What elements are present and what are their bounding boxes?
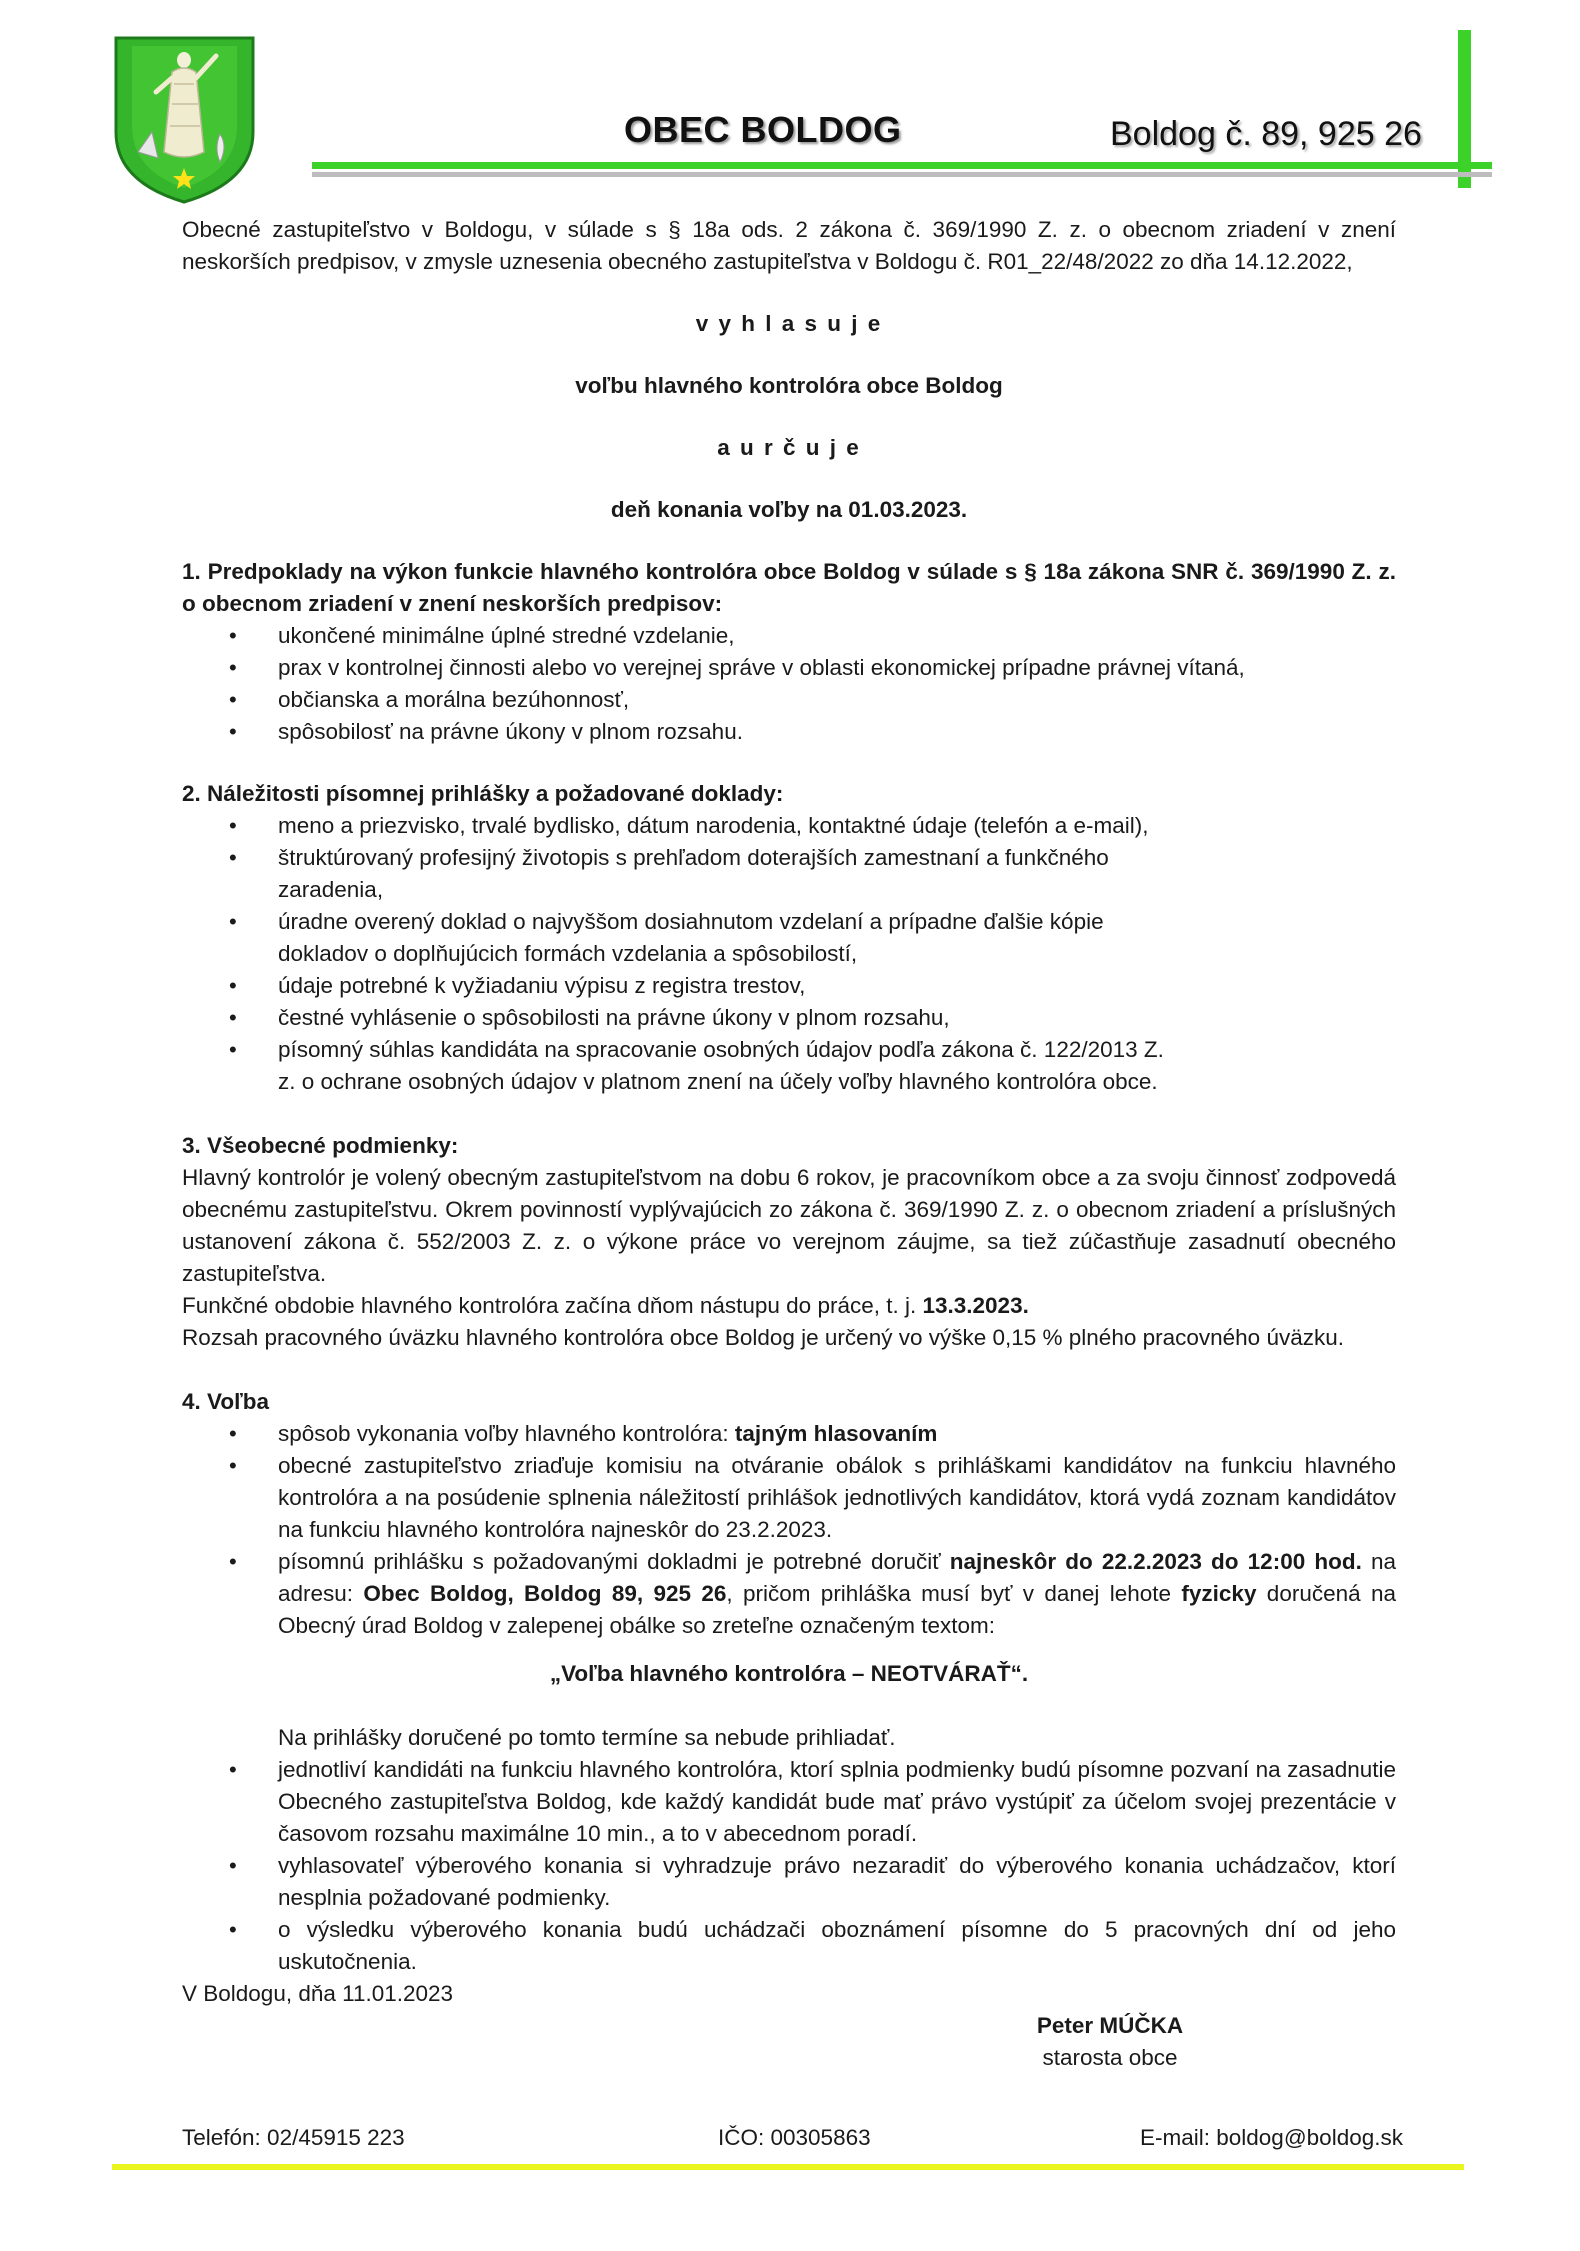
late-note: Na prihlášky doručené po tomto termíne sa nebude prihliadať. <box>278 1725 896 1750</box>
list-item: • písomný súhlas kandidáta na spracovanie osobných údajov podľa zákona č. 122/2013 Z. z. o ochrane osobných údajov v platnom znení na účely voľby hlavného kontrolóra obce. <box>182 1034 1182 1098</box>
term-start: Funkčné obdobie hlavného kontrolóra začína dňom nástupu do práce, t. j. 13.3.2023. <box>182 1293 1029 1318</box>
list-item: • úradne overený doklad o najvyššom dosiahnutom vzdelaní a prípadne ďalšie kópie dokladov o doplňujúcich formách vzdelania a spôsobilostí, <box>182 906 1182 970</box>
list-item: • občianska a morálna bezúhonnosť, <box>182 684 1396 716</box>
list-item: • ukončené minimálne úplné stredné vzdelanie, <box>182 620 1396 652</box>
place-date: V Boldogu, dňa 11.01.2023 <box>182 1981 454 2006</box>
coat-of-arms-logo <box>112 34 257 206</box>
header-green-rule <box>312 162 1492 169</box>
list-item: • údaje potrebné k vyžiadaniu výpisu z registra trestov, <box>182 970 1182 1002</box>
section-2-list <box>182 810 1182 1098</box>
election-title: voľbu hlavného kontrolóra obce Boldog <box>575 373 1003 398</box>
signatory-name: Peter MÚČKA <box>1036 2013 1184 2038</box>
section-3-paragraph: Hlavný kontrolór je volený obecným zastupiteľstvom na dobu 6 rokov, je pracovníkom obce a za svoju činnosť zodpovedá obecnému zastupiteľstvu. Okrem povinností vyplývajúcich zo zákona č. 369/1990 Z. z. o obecnom zriadení a príslušných ustanovení zákona č. 552/2003 Z. z. o výkone práce vo verejnom záujme, sa tiež zúčastňuje zasadnutí obecného zastupiteľstva. <box>182 1165 1396 1286</box>
section-4-heading: 4. Voľba <box>182 1389 270 1414</box>
section-4-list-b <box>182 1754 1396 1978</box>
section-2-heading: 2. Náležitosti písomnej prihlášky a požadované doklady: <box>182 781 784 806</box>
municipality-name: OBEC BOLDOG <box>624 109 902 150</box>
signatory-role: starosta obce <box>1042 2045 1178 2070</box>
announce-heading: v y h l a s u j e <box>695 311 883 336</box>
footer-phone: Telefón: 02/45915 223 <box>182 2125 405 2150</box>
list-item: • o výsledku výberového konania budú uchádzači oboznámení písomne do 5 pracovných dní od jeho uskutočnenia. <box>182 1914 1396 1978</box>
intro-paragraph: Obecné zastupiteľstvo v Boldogu, v súlade s § 18a ods. 2 zákona č. 369/1990 Z. z. o obecnom zriadení v znení neskorších predpisov, v zmysle uznesenia obecného zastupiteľstva v Boldogu č. R01_22/48/2022 zo dňa 14.12.2022, <box>182 217 1396 274</box>
determines-heading: a u r č u j e <box>717 435 861 460</box>
footer-email[interactable]: E-mail: boldog@boldog.sk <box>1140 2125 1403 2150</box>
list-item: • písomnú prihlášku s požadovanými dokladmi je potrebné doručiť najneskôr do 22.2.2023 do 12:00 hod. na adresu: Obec Boldog, Boldog 89, 925 26, pričom prihláška musí byť v danej lehote fyzicky doručená na Obecný úrad Boldog v zalepenej obálke so zreteľne označeným textom: <box>182 1546 1396 1642</box>
list-item: • meno a priezvisko, trvalé bydlisko, dátum narodenia, kontaktné údaje (telefón a e-mail), <box>182 810 1182 842</box>
footer-ico: IČO: 00305863 <box>718 2125 871 2150</box>
election-date: deň konania voľby na 01.03.2023. <box>610 497 968 522</box>
envelope-label: „Voľba hlavného kontrolóra – NEOTVÁRAŤ“. <box>549 1661 1029 1686</box>
list-item: • prax v kontrolnej činnosti alebo vo verejnej správe v oblasti ekonomickej prípadne právnej vítaná, <box>182 652 1396 684</box>
list-item: • spôsob vykonania voľby hlavného kontrolóra: tajným hlasovaním <box>182 1418 1396 1450</box>
section-3-heading: 3. Všeobecné podmienky: <box>182 1133 459 1158</box>
municipality-address: Boldog č. 89, 925 26 <box>1110 115 1422 153</box>
section-1-list <box>182 620 1396 748</box>
list-item: • čestné vyhlásenie o spôsobilosti na právne úkony v plnom rozsahu, <box>182 1002 1182 1034</box>
list-item: • jednotliví kandidáti na funkciu hlavného kontrolóra, ktorí splnia podmienky budú písomne pozvaní na zasadnutie Obecného zastupiteľstva Boldog, kde každý kandidát bude mať právo vystúpiť za účelom svojej prezentácie v časovom rozsahu maximálne 10 min., a to v abecednom poradí. <box>182 1754 1396 1850</box>
workload: Rozsah pracovného úväzku hlavného kontrolóra obce Boldog je určený vo výške 0,15 % plného pracovného úväzku. <box>182 1325 1344 1350</box>
list-item: • štruktúrovaný profesijný životopis s prehľadom doterajších zamestnaní a funkčného zaradenia, <box>182 842 1182 906</box>
list-item: • obecné zastupiteľstvo zriaďuje komisiu na otváranie obálok s prihláškami kandidátov na funkciu hlavného kontrolóra a na posúdenie splnenia náležitostí prihlášok jednotlivých kandidátov, ktorá vydá zoznam kandidátov na funkciu hlavného kontrolóra najneskôr do 23.2.2023. <box>182 1450 1396 1546</box>
list-item: • vyhlasovateľ výberového konania si vyhradzuje právo nezaradiť do výberového konania uchádzačov, ktorí nesplnia požadované podmienky. <box>182 1850 1396 1914</box>
footer-yellow-rule <box>112 2164 1464 2170</box>
header-grey-rule <box>312 172 1492 177</box>
section-4-list-a <box>182 1418 1396 1642</box>
list-item: • spôsobilosť na právne úkony v plnom rozsahu. <box>182 716 1396 748</box>
section-1-heading: 1. Predpoklady na výkon funkcie hlavného kontrolóra obce Boldog v súlade s § 18a zákona SNR č. 369/1990 Z. z. o obecnom zriadení v znení neskorších predpisov: <box>182 559 1396 616</box>
